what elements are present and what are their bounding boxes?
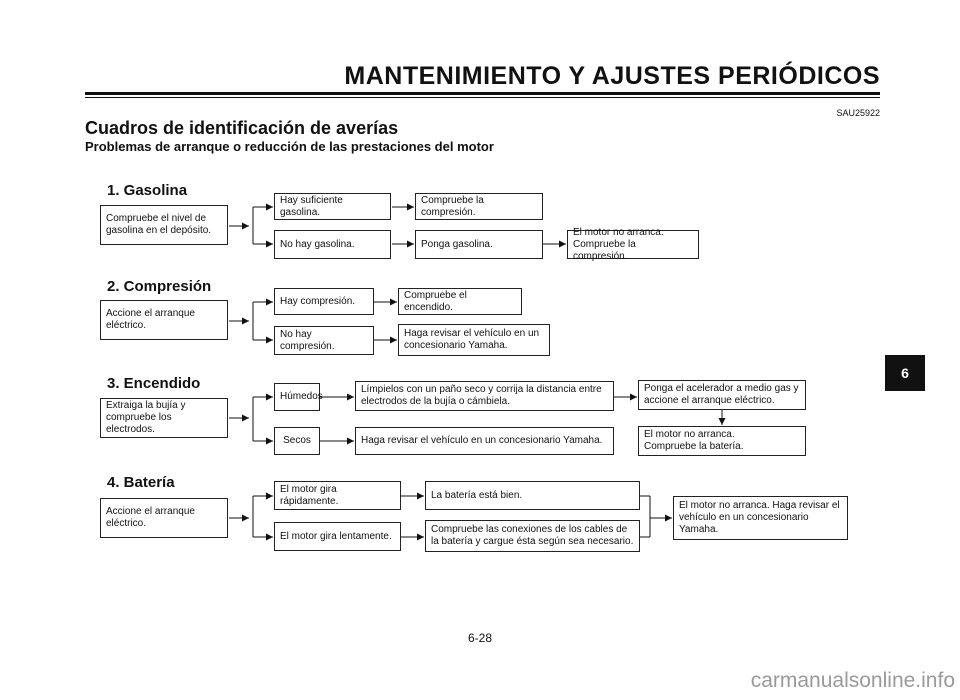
compresion-no-next-box: [398, 324, 550, 356]
bateria-start-text: Accione el arranque eléctrico.: [106, 506, 195, 529]
encendido-start-text: Extraiga la bujía y compruebe los electrodos.: [106, 400, 186, 435]
compresion-start-box: [100, 300, 228, 340]
encendido-start-box: [100, 398, 228, 438]
bateria-fast-next-text: La batería está bien.: [431, 489, 523, 501]
gasolina-no-final-text: El motor no arranca. Compruebe la compresión.: [573, 226, 664, 262]
gasolina-no-next-text: Ponga gasolina.: [421, 238, 493, 250]
bateria-slow-next-text: Compruebe las conexiones de los cables de la batería y cargue ésta según sea necesario.: [431, 524, 634, 547]
compresion-yes-next-text: Compruebe el encendido.: [404, 289, 467, 313]
section-subtitle: Problemas de arranque o reducción de las prestaciones del motor: [85, 139, 494, 154]
bateria-final-box: [673, 496, 848, 540]
gasolina-yes-next-text: Compruebe la compresión.: [421, 194, 484, 218]
bateria-slow-box: [274, 522, 401, 551]
compresion-start-text: Accione el arranque eléctrico.: [106, 308, 195, 331]
encendido-final-box: [638, 426, 806, 456]
compresion-no-box: [274, 326, 374, 355]
encendido-dry-next-box: [355, 427, 614, 455]
bateria-slow-text: El motor gira lentamente.: [280, 530, 392, 542]
compresion-no-next-text: Haga revisar el vehículo en un concesionario Yamaha.: [404, 328, 540, 351]
section-title: Cuadros de identificación de averías: [85, 118, 399, 138]
encendido-wet-next-box: [355, 381, 614, 411]
bateria-fast-box: [274, 481, 401, 510]
bateria-slow-next-box: [425, 520, 640, 552]
encendido-wet-next-text: Límpielos con un paño seco y corrija la distancia entre electrodos de la bujía o cámbiela.: [361, 384, 602, 407]
encendido-wet-text: Húmedos: [280, 391, 323, 402]
encendido-final-text: El motor no arranca. Compruebe la batería.: [644, 429, 744, 452]
encendido-wet-final-text: Ponga el acelerador a medio gas y accione el arranque eléctrico.: [644, 383, 799, 406]
bateria-final-text: El motor no arranca. Haga revisar el vehículo en un concesionario Yamaha.: [679, 500, 840, 535]
page-number: 6-28: [467, 631, 493, 645]
gasolina-title: 1. Gasolina: [107, 182, 188, 199]
gasolina-yes-next-box: [415, 193, 543, 220]
compresion-yes-next-box: [398, 288, 522, 315]
encendido-wet-final-box: [638, 380, 806, 410]
bateria-start-box: [100, 498, 228, 538]
chapter-tab: 6: [885, 355, 925, 391]
gasolina-start-box: [100, 205, 228, 245]
compresion-yes-box: [274, 288, 374, 315]
gasolina-no-text: No hay gasolina.: [280, 238, 355, 250]
encendido-wet-box: [274, 383, 323, 411]
watermark: carmanualsonline.info: [750, 669, 955, 692]
encendido-dry-box: [274, 427, 320, 455]
chapter-title: MANTENIMIENTO Y AJUSTES PERIÓDICOS: [344, 62, 880, 90]
compresion-yes-text: Hay compresión.: [280, 295, 356, 307]
bateria-title: 4. Batería: [107, 474, 175, 491]
encendido-dry-text: Secos: [283, 435, 311, 446]
gasolina-yes-box: [274, 193, 391, 220]
gasolina-no-next-box: [415, 230, 543, 259]
gasolina-no-box: [274, 230, 391, 259]
bateria-fast-next-box: [425, 481, 640, 510]
gasolina-yes-text: Hay suficiente gasolina.: [280, 194, 343, 218]
compresion-title: 2. Compresión: [107, 278, 212, 295]
bateria-fast-text: El motor gira rápidamente.: [280, 483, 339, 507]
encendido-dry-next-text: Haga revisar el vehículo en un concesionario Yamaha.: [361, 435, 603, 446]
reference-code: SAU25922: [836, 108, 880, 118]
compresion-no-text: No hay compresión.: [280, 328, 335, 352]
gasolina-start-text: Compruebe el nivel de gasolina en el depósito.: [106, 213, 212, 236]
gasolina-no-final-box: [567, 226, 699, 262]
encendido-title: 3. Encendido: [107, 375, 201, 392]
